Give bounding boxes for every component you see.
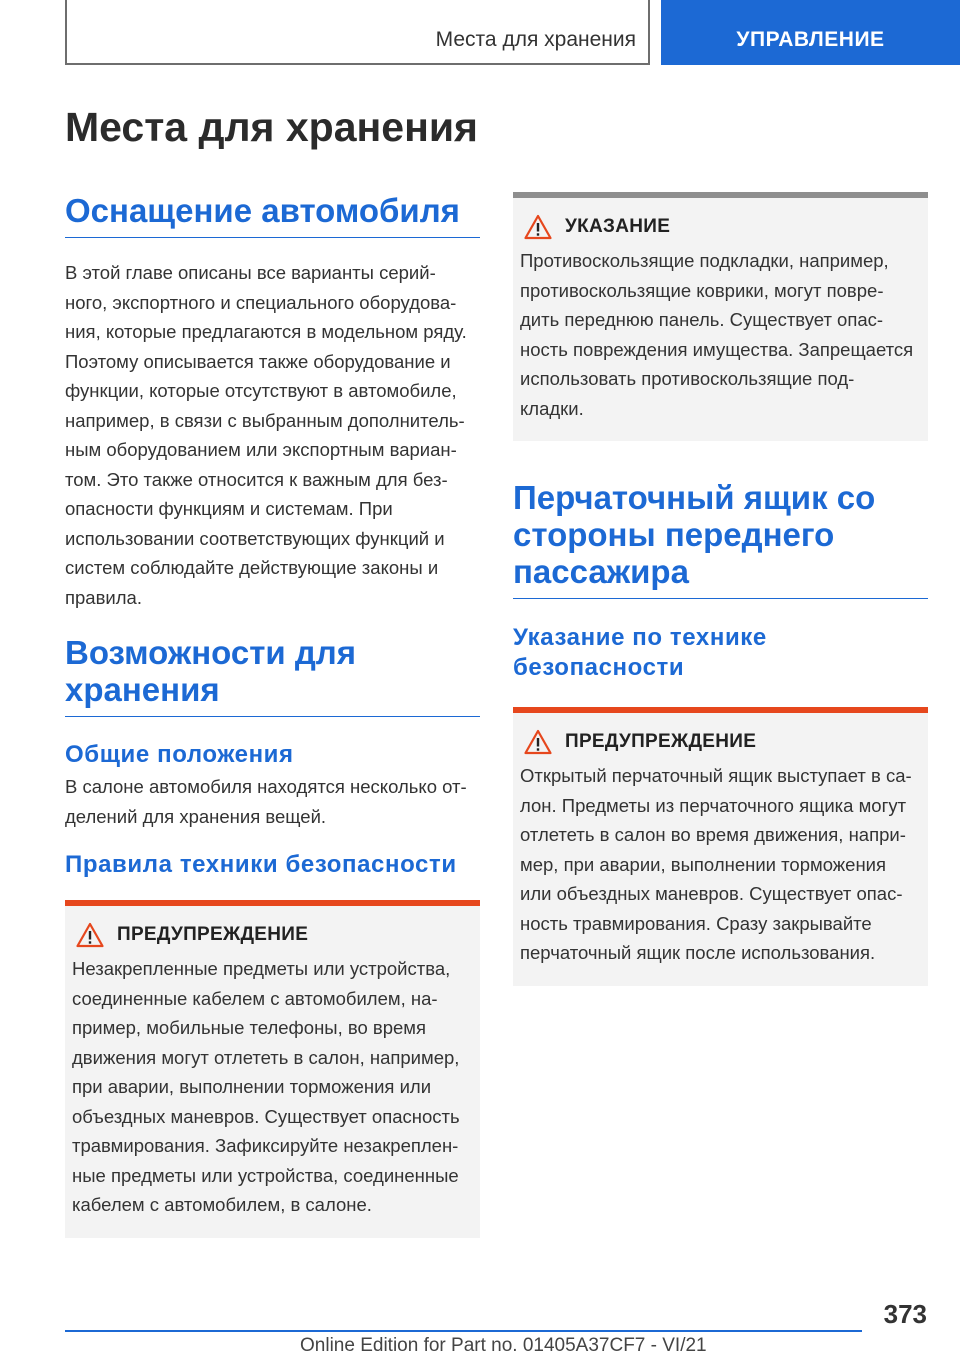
heading-safety-rules: Правила техники безопасности: [65, 851, 457, 878]
header-section-label: УПРАВЛЕНИЕ: [736, 28, 885, 51]
notice-text: Противоскользящие подкладки, например, противоскользящие коврики, могут повре- дить переднюю панель. Существует опас- ность повреждения имущества. Запрещается использовать противоскользящие под- кладки.: [520, 250, 914, 419]
warning-box-glovebox: [513, 707, 928, 986]
page-number: 373: [883, 1299, 927, 1329]
heading-equipment: Оснащение автомобиля: [65, 192, 480, 238]
warning-label: ПРЕДУПРЕЖДЕНИЕ: [117, 924, 309, 945]
heading-general: Общие положения: [65, 741, 294, 768]
warning-text: Открытый перчаточный ящик выступает в са- лон. Предметы из перчаточного ящика могут отлететь в салон во время движения, напри- мер, при аварии, выполнении торможения или объездных маневров. Существует опас- ность травмирования. Сразу закрывайте перчаточный ящик после использования.: [520, 765, 912, 963]
warning-box-header: [76, 922, 474, 948]
heading-storage-options: Возможности для хранения: [65, 634, 480, 717]
notice-box-antislip: [513, 192, 928, 441]
warning-triangle-icon: [524, 214, 552, 240]
paragraph-equipment: В этой главе описаны все варианты серий- ного, экспортного и специального оборудова- ния, которые предлагаются в модельном ряду. Поэтому описывается также оборудование и функции, которые отсутствуют в автомобиле, например, в связи с выбранным дополнитель- ным оборудованием или экспортным вариан- том. Это также относится к важным для без- опасности функциям и системам. При использовании соответствующих функций и систем соблюдайте действующие законы и правила.: [65, 262, 467, 608]
page-title: Места для хранения: [65, 104, 478, 150]
header-chapter-tab: [65, 0, 650, 65]
right-column: [513, 192, 928, 986]
heading-glovebox-safety: Указание по технике безопасности: [513, 624, 767, 681]
warning-triangle-icon: [76, 922, 104, 948]
notice-label: УКАЗАНИЕ: [565, 216, 671, 237]
footer-divider: [65, 1330, 862, 1332]
warning-box-header: [524, 729, 922, 755]
warning-text: Незакрепленные предметы или устройства, соединенные кабелем с автомобилем, на- пример, мобильные телефоны, во время движения могут отлететь в салон, например, при аварии, выполнении торможения или объездных маневров. Существует опасность травмирования. Зафиксируйте незакреплен- ные предметы или устройства, соединенные кабелем с автомобилем, в салоне.: [72, 958, 460, 1215]
left-column: [65, 192, 480, 1238]
notice-box-header: [524, 214, 922, 240]
heading-glovebox: Перчаточный ящик со стороны переднего пассажира: [513, 479, 928, 599]
header-chapter-label: Места для хранения: [435, 28, 636, 51]
paragraph-general: В салоне автомобиля находятся несколько от- делений для хранения вещей.: [65, 776, 467, 827]
edition-note: Online Edition for Part no. 01405A37CF7 - VI/21: [300, 1335, 707, 1356]
warning-box-loose-items: [65, 900, 480, 1238]
header-section-tab: [661, 0, 960, 65]
warning-label: ПРЕДУПРЕЖДЕНИЕ: [565, 731, 757, 752]
warning-triangle-icon: [524, 729, 552, 755]
